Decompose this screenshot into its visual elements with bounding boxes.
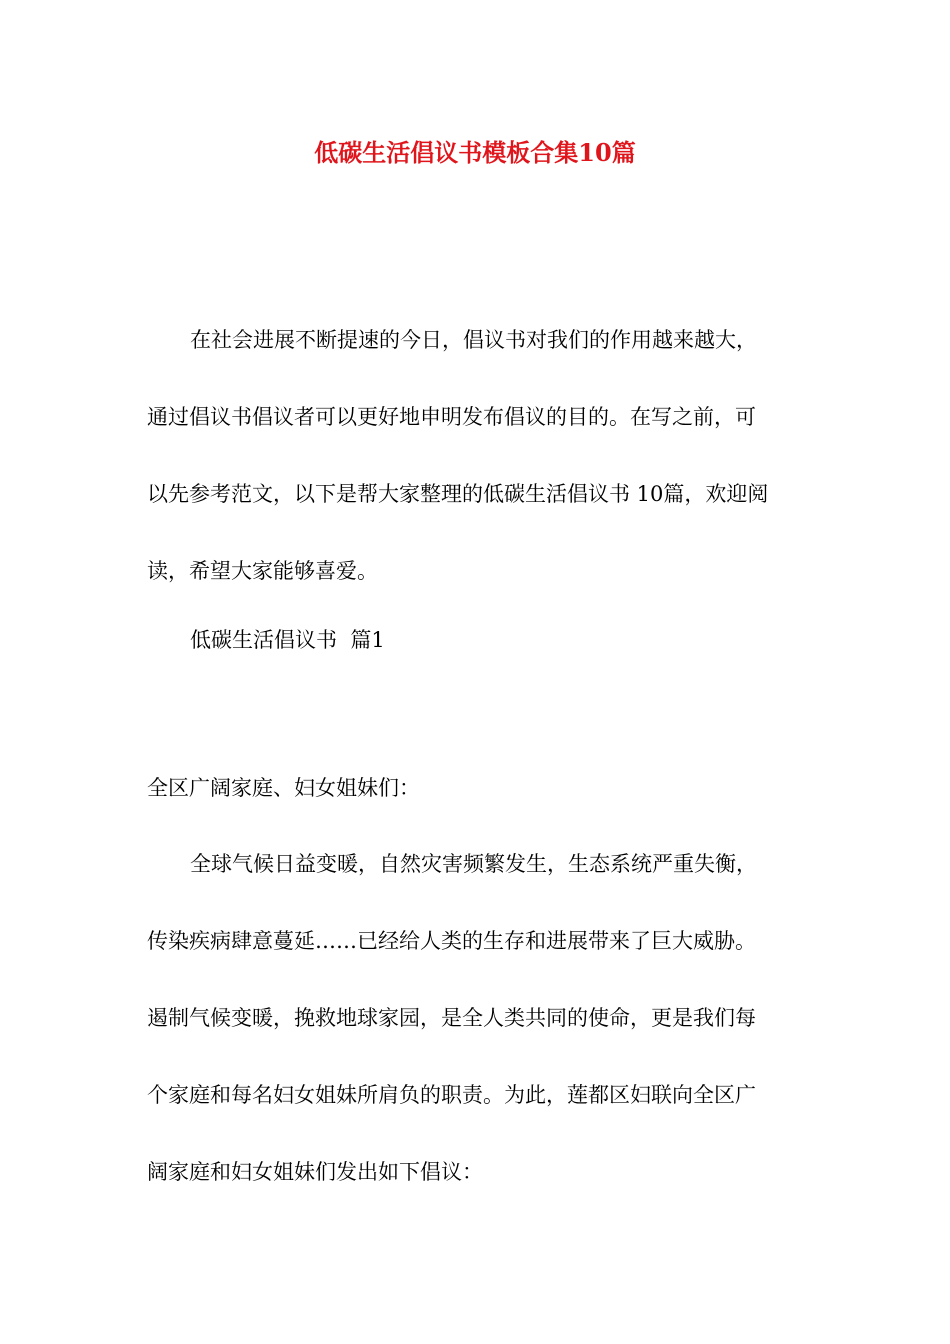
- salutation: 全区广阔家庭、妇女姐妹们：: [147, 776, 420, 800]
- intro-line: 在社会进展不断提速的今日，倡议书对我们的作用越来越大，: [190, 328, 757, 352]
- section-heading-block: [147, 602, 807, 679]
- body-line: 全球气候日益变暖，自然灾害频繁发生，生态系统严重失衡，: [190, 852, 757, 876]
- body-line: 个家庭和每名妇女姐妹所肩负的职责。为此，莲都区妇联向全区广: [147, 1083, 756, 1107]
- salutation-block: [147, 750, 807, 827]
- intro-line: 读，希望大家能够喜爱。: [147, 559, 378, 583]
- body-line: 传染疾病肆意蔓延……已经给人类的生存和进展带来了巨大威胁。: [147, 929, 756, 953]
- intro-line: 通过倡议书倡议者可以更好地申明发布倡议的目的。在写之前，可: [147, 405, 756, 429]
- section-heading: 低碳生活倡议书 篇1: [190, 628, 385, 652]
- body-line: 遏制气候变暖，挽救地球家园，是全人类共同的使命，更是我们每: [147, 1006, 756, 1030]
- body-paragraph: [147, 826, 807, 1211]
- intro-line: 以先参考范文，以下是帮大家整理的低碳生活倡议书 10篇，欢迎阅: [147, 482, 769, 506]
- body-line: 阔家庭和妇女姐妹们发出如下倡议：: [147, 1160, 483, 1184]
- intro-paragraph: [147, 302, 807, 610]
- document-title: 低碳生活倡议书模板合集10篇: [314, 138, 636, 167]
